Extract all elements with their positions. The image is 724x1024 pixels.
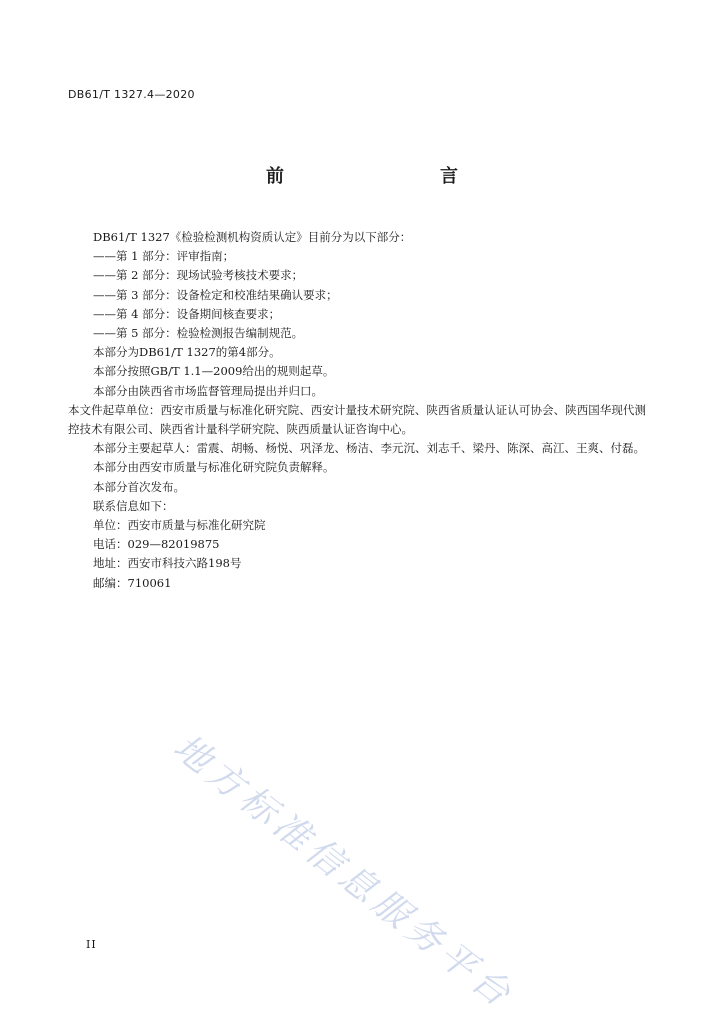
part-list-item: ——第 3 部分：设备检定和校准结果确认要求； [93, 287, 338, 302]
part-list-item: ——第 2 部分：现场试验考核技术要求； [93, 268, 304, 283]
contact-phone: 电话：029—82019875 [93, 537, 220, 552]
document-id-header: DB61/T 1327.4—2020 [68, 88, 195, 101]
part-list-item: ——第 5 部分：检验检测报告编制规范。 [93, 326, 304, 341]
part-statement: 本部分为DB61/T 1327的第4部分。 [93, 345, 281, 360]
drafters: 本部分主要起草人：雷震、胡畅、杨悦、巩泽龙、杨洁、李元沉、刘志千、梁丹、陈深、高江、王爽、付磊。 [93, 441, 645, 456]
contact-postcode: 邮编：710061 [93, 575, 172, 590]
contact-heading: 联系信息如下： [93, 498, 174, 513]
proposer-statement: 本部分由陕西省市场监督管理局提出并归口。 [93, 383, 323, 398]
page-number: II [86, 938, 97, 951]
contact-address: 地址：西安市科技六路198号 [93, 556, 242, 571]
first-release-statement: 本部分首次发布。 [93, 479, 185, 494]
watermark: 地方标准信息服务平台 [165, 726, 522, 1018]
drafting-units: 本文件起草单位：西安市质量与标准化研究院、西安计量技术研究院、陕西省质量认证认可协会、陕西国华现代测控技术有限公司、陕西省计量科学研究院、陕西质量认证咨询中心。 [68, 402, 646, 437]
part-list-item: ——第 1 部分：评审指南； [93, 249, 235, 264]
page-title: 前 言 [266, 166, 498, 187]
intro-paragraph: DB61/T 1327《检验检测机构资质认定》目前分为以下部分： [93, 230, 412, 244]
part-list-item: ——第 4 部分：设备期间核查要求； [93, 306, 281, 321]
drafting-rules-statement: 本部分按照GB/T 1.1—2009给出的规则起草。 [93, 364, 335, 379]
contact-unit: 单位：西安市质量与标准化研究院 [93, 518, 266, 533]
interpretation-statement: 本部分由西安市质量与标准化研究院负责解释。 [93, 460, 335, 475]
foreword-body [68, 228, 646, 593]
